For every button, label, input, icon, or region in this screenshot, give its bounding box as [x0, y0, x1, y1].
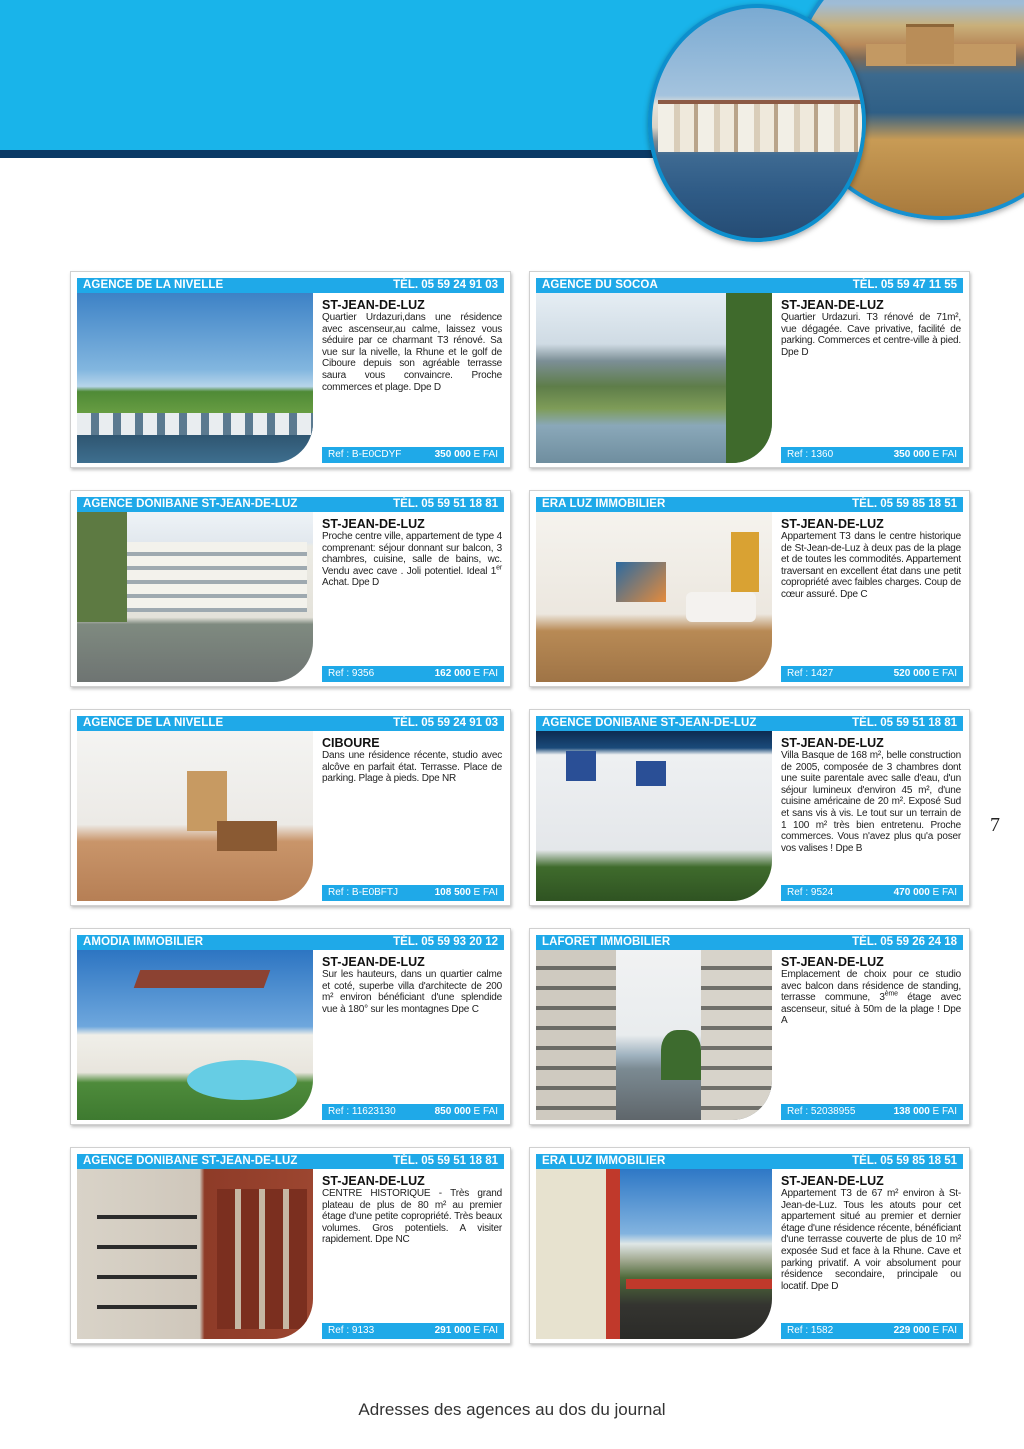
- listing-card[interactable]: [70, 709, 511, 906]
- listing-price: 350 000 E FAI: [893, 449, 957, 460]
- listing-header: [536, 935, 963, 950]
- listing-text: [781, 955, 961, 1027]
- listing-footer: [322, 666, 504, 682]
- property-photo[interactable]: [77, 293, 313, 463]
- listing-price: 108 500 E FAI: [434, 887, 498, 898]
- listing-header: [77, 716, 504, 731]
- listing-header: [77, 497, 504, 512]
- agency-phone: TÉL. 05 59 85 18 51: [852, 1155, 957, 1167]
- listing-price: 850 000 E FAI: [434, 1106, 498, 1117]
- listing-card[interactable]: [70, 1147, 511, 1344]
- listing-header: [536, 1154, 963, 1169]
- agency-name: AGENCE DE LA NIVELLE: [83, 279, 224, 291]
- listing-price: 138 000 E FAI: [893, 1106, 957, 1117]
- listing-price: 291 000 E FAI: [434, 1325, 498, 1336]
- listing-text: [322, 298, 502, 393]
- property-photo[interactable]: [77, 1169, 313, 1339]
- listing-price: 470 000 E FAI: [893, 887, 957, 898]
- listing-text: [781, 1174, 961, 1292]
- agency-name: AGENCE DE LA NIVELLE: [83, 717, 224, 729]
- listing-text: [781, 298, 961, 358]
- agency-name: ERA LUZ IMMOBILIER: [542, 498, 666, 510]
- listing-description: Dans une résidence récente, studio avec alcôve en parfait état. Terrasse. Place de parking. Plage à pieds. Dpe NR: [322, 750, 502, 785]
- listing-city: ST-JEAN-DE-LUZ: [781, 736, 884, 750]
- listing-footer: [781, 1104, 963, 1120]
- listing-footer: [781, 1323, 963, 1339]
- listing-ref: Ref : 11623130: [328, 1106, 396, 1117]
- listing-header: [77, 1154, 504, 1169]
- footer-note: Adresses des agences au dos du journal: [358, 1400, 666, 1419]
- agency-name: AMODIA IMMOBILIER: [83, 936, 204, 948]
- listing-card[interactable]: [529, 490, 970, 687]
- listing-text: [781, 736, 961, 854]
- listing-city: ST-JEAN-DE-LUZ: [322, 298, 425, 312]
- listing-description: Emplacement de choix pour ce studio avec balcon dans résidence de standing, terrasse commune, 3ème étage avec ascenseur, situé à 50m de la plage ! Dpe A: [781, 969, 961, 1027]
- listing-card[interactable]: [529, 709, 970, 906]
- listing-city: ST-JEAN-DE-LUZ: [322, 517, 425, 531]
- listing-footer: [322, 1104, 504, 1120]
- listing-ref: Ref : 1427: [787, 668, 834, 679]
- listing-description: Proche centre ville, appartement de type 4 comprenant: séjour donnant sur balcon, 3 chambres, cuisine, salle de bains, wc. Vendu avec cave . Joli potentiel. Ideal 1er Achat. Dpe D: [322, 531, 502, 589]
- agency-phone: TÉL. 05 59 26 24 18: [852, 936, 957, 948]
- agency-phone: TÉL. 05 59 51 18 81: [393, 498, 498, 510]
- listing-description: CENTRE HISTORIQUE - Très grand plateau de plus de 80 m² au premier étage d'une petite copropriété. Très beaux volumes. Gros potentiels. A visiter rapidement. Dpe NC: [322, 1188, 502, 1246]
- agency-phone: TÉL. 05 59 24 91 03: [393, 717, 498, 729]
- listing-ref: Ref : 52038955: [787, 1106, 856, 1117]
- agency-phone: TÉL. 05 59 51 18 81: [393, 1155, 498, 1167]
- listing-header: [77, 935, 504, 950]
- property-photo[interactable]: [536, 512, 772, 682]
- property-photo[interactable]: [77, 731, 313, 901]
- listing-card[interactable]: [529, 928, 970, 1125]
- listing-city: ST-JEAN-DE-LUZ: [781, 955, 884, 969]
- agency-phone: TÉL. 05 59 85 18 51: [852, 498, 957, 510]
- page-number: 7: [990, 814, 1000, 836]
- listing-ref: Ref : B-E0BFTJ: [328, 887, 399, 898]
- listing-footer: [322, 885, 504, 901]
- listing-city: ST-JEAN-DE-LUZ: [781, 1174, 884, 1188]
- listing-card[interactable]: [529, 1147, 970, 1344]
- listing-footer: [322, 1323, 504, 1339]
- listing-footer: [781, 885, 963, 901]
- listing-ref: Ref : 9356: [328, 668, 375, 679]
- listing-header: [77, 278, 504, 293]
- agency-phone: TÉL. 05 59 93 20 12: [393, 936, 498, 948]
- property-photo[interactable]: [77, 950, 313, 1120]
- listing-price: 520 000 E FAI: [893, 668, 957, 679]
- listing-description: Appartement T3 de 67 m² environ à St-Jean-de-Luz. Tous les atouts pour cet appartement situé au premier et dernier étage d'une résidence récente, bénéficiant d'une terrasse couverte de plus de 10 m² exposée Sud et face à la Rhune. Cave et parking privatif. A voir absolument pour résidence secondaire, principale ou locatif. Dpe D: [781, 1188, 961, 1292]
- listing-price: 162 000 E FAI: [434, 668, 498, 679]
- harbour-town-photo: [648, 4, 866, 242]
- listing-text: [781, 517, 961, 601]
- agency-name: AGENCE DU SOCOA: [542, 279, 658, 291]
- agency-phone: TÉL. 05 59 47 11 55: [852, 279, 957, 291]
- listing-description: Appartement T3 dans le centre historique de St-Jean-de-Luz à deux pas de la plage et de toutes les commodités. Appartement traversant en excellent état dans une petit copropriété avec faibles charges. Coup de cœur assuré. Dpe C: [781, 531, 961, 600]
- listing-text: [322, 517, 502, 589]
- listing-header: [536, 716, 963, 731]
- listing-ref: Ref : B-E0CDYF: [328, 449, 402, 460]
- listing-card[interactable]: [70, 928, 511, 1125]
- agency-name: LAFORET IMMOBILIER: [542, 936, 671, 948]
- agency-name: AGENCE DONIBANE ST-JEAN-DE-LUZ: [83, 1155, 298, 1167]
- listing-text: [322, 1174, 502, 1246]
- listing-price: 350 000 E FAI: [434, 449, 498, 460]
- listing-ref: Ref : 9133: [328, 1325, 375, 1336]
- listing-text: [322, 736, 502, 785]
- listing-description: Quartier Urdazuri,dans une résidence avec ascenseur,au calme, laissez vous séduire par ce charmant T3 rénové. Sa vue sur la nivelle, la Rhune et le golf de Ciboure depuis son agréable terrasse saura vous convaincre. Proche commerces et plage. Dpe D: [322, 312, 502, 393]
- listing-city: CIBOURE: [322, 736, 380, 750]
- listing-card[interactable]: [529, 271, 970, 468]
- listing-ref: Ref : 1360: [787, 449, 834, 460]
- listing-footer: [322, 447, 504, 463]
- property-photo[interactable]: [536, 731, 772, 901]
- property-photo[interactable]: [536, 950, 772, 1120]
- listing-city: ST-JEAN-DE-LUZ: [781, 298, 884, 312]
- listing-card[interactable]: [70, 271, 511, 468]
- listing-card[interactable]: [70, 490, 511, 687]
- listing-city: ST-JEAN-DE-LUZ: [781, 517, 884, 531]
- agency-name: AGENCE DONIBANE ST-JEAN-DE-LUZ: [83, 498, 298, 510]
- listing-header: [536, 497, 963, 512]
- listing-ref: Ref : 9524: [787, 887, 834, 898]
- listing-city: ST-JEAN-DE-LUZ: [322, 955, 425, 969]
- listing-description: Sur les hauteurs, dans un quartier calme et coté, superbe villa d'architecte de 200 m² environ bénéficiant d'une splendide vue à 180° sur les montagnes Dpe C: [322, 969, 502, 1015]
- listing-ref: Ref : 1582: [787, 1325, 834, 1336]
- agency-phone: TÉL. 05 59 24 91 03: [393, 279, 498, 291]
- agency-phone: TÉL. 05 59 51 18 81: [852, 717, 957, 729]
- property-photo[interactable]: [536, 293, 772, 463]
- listing-price: 229 000 E FAI: [893, 1325, 957, 1336]
- agency-name: ERA LUZ IMMOBILIER: [542, 1155, 666, 1167]
- listing-city: ST-JEAN-DE-LUZ: [322, 1174, 425, 1188]
- listing-footer: [781, 666, 963, 682]
- listing-description: Villa Basque de 168 m², belle construction de 2005, composée de 3 chambres dont une suite parentale avec salle d'eau, d'un séjour lumineux d'environ 45 m², d'une cuisine américaine de 20 m². Exposé Sud et sans vis à vis. Le tout sur un terrain de 1 100 m² très bien entretenu. Proche commerces. Vous n'avez plus qu'a poser vos valises ! Dpe B: [781, 750, 961, 854]
- agency-name: AGENCE DONIBANE ST-JEAN-DE-LUZ: [542, 717, 757, 729]
- listing-footer: [781, 447, 963, 463]
- listing-description: Quartier Urdazuri. T3 rénové de 71m², vue dégagée. Cave privative, facilité de parking. Commerces et centre-ville à pied. Dpe D: [781, 312, 961, 358]
- listing-text: [322, 955, 502, 1015]
- property-photo[interactable]: [536, 1169, 772, 1339]
- listing-header: [536, 278, 963, 293]
- property-photo[interactable]: [77, 512, 313, 682]
